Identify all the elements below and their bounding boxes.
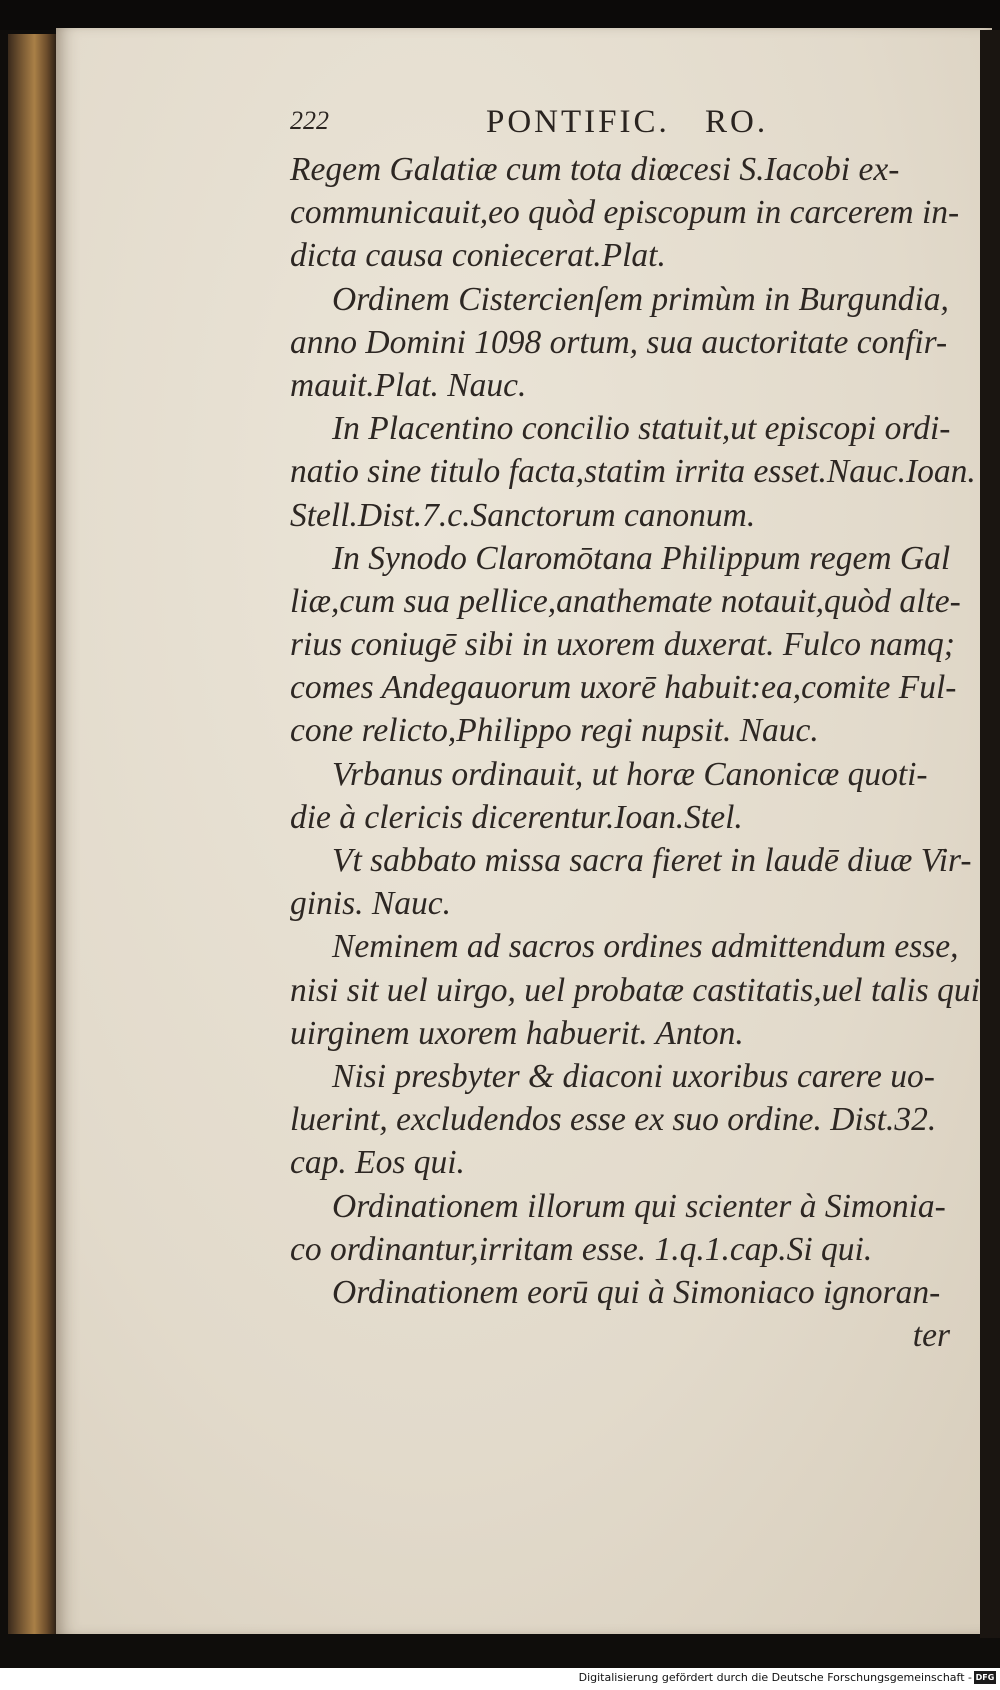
footer-strip — [0, 1668, 1000, 1690]
body-text — [290, 148, 980, 1357]
text-line: cone relicto,Philippo regi nupsit. Nauc. — [290, 712, 819, 750]
text-line: Nisi presbyter & diaconi uxoribus carere uo- — [332, 1057, 935, 1095]
text-line: nisi sit uel uirgo, uel probatæ castitatis,uel talis qui — [290, 971, 980, 1009]
text-line: Stell.Dist.7.c.Sanctorum canonum. — [290, 496, 756, 534]
footer-credit: Digitalisierung gefördert durch die Deutsche Forschungsgemeinschaft - — [578, 1671, 972, 1684]
scan-top-border — [0, 0, 1000, 30]
text-line: dicta causa coniecerat.Plat. — [290, 237, 666, 275]
text-line: die à clericis dicerentur.Ioan.Stel. — [290, 798, 743, 836]
text-line: luerint, excludendos esse ex suo ordine. Dist.32. — [290, 1101, 937, 1139]
scan-right-border — [980, 30, 1000, 1638]
text-line: comes Andegauorum uxorē habuit:ea,comite Ful- — [290, 669, 957, 707]
text-line: Vrbanus ordinauit, ut horæ Canonicæ quoti- — [332, 755, 928, 793]
text-line: co ordinantur,irritam esse. 1.q.1.cap.Si qui. — [290, 1230, 873, 1268]
text-line: Regem Galatiæ cum tota diœcesi S.Iacobi ex- — [290, 151, 900, 188]
page-number: 222 — [290, 106, 329, 135]
text-line: communicauit,eo quòd episcopum in carcerem in- — [290, 194, 960, 232]
running-head: PONTIFIC. RO. — [486, 104, 769, 140]
text-line: liæ,cum sua pellice,anathemate notauit,quòd alte- — [290, 582, 961, 620]
text-line: rius coniugē sibi in uxorem duxerat. Fulco namq; — [290, 626, 955, 664]
text-line: ginis. Nauc. — [290, 885, 451, 923]
text-line: In Placentino concilio statuit,ut episcopi ordi- — [332, 410, 951, 448]
page-header — [290, 104, 880, 148]
text-line: Vt sabbato missa sacra fieret in laudē diuæ Vir- — [332, 842, 972, 879]
text-line: Ordinem Cistercienſem primùm in Burgundia, — [332, 280, 949, 318]
text-line: cap. Eos qui. — [290, 1144, 465, 1182]
text-line: Neminem ad sacros ordines admittendum esse, — [332, 928, 959, 966]
text-line: Ordinationem eorū qui à Simoniaco ignoran- — [332, 1273, 941, 1311]
text-line: In Synodo Claromōtana Philippum regem Gal — [332, 539, 951, 577]
text-line: uirginem uxorem habuerit. Anton. — [290, 1014, 744, 1052]
text-line: mauit.Plat. Nauc. — [290, 366, 527, 404]
text-line: anno Domini 1098 ortum, sua auctoritate confir- — [290, 323, 948, 361]
dfg-logo: DFG — [975, 1673, 995, 1682]
catchword: ter — [912, 1317, 950, 1355]
text-line: natio sine titulo facta,statim irrita esset.Nauc.Ioan. — [290, 453, 976, 491]
book-spine — [8, 34, 56, 1634]
text-line: Ordinationem illorum qui scienter à Simonia- — [332, 1187, 946, 1225]
